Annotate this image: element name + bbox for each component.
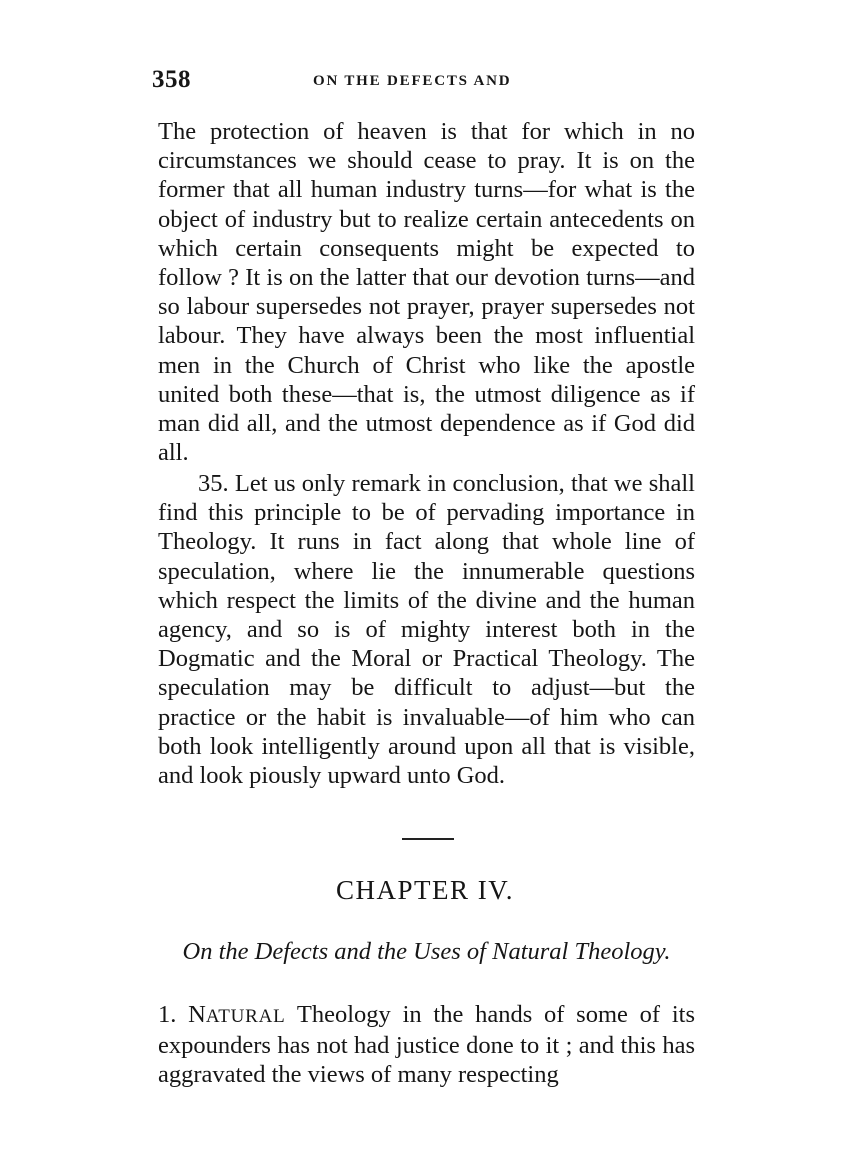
- running-head: ON THE DEFECTS AND: [313, 73, 512, 89]
- paragraph-text: Theology in the hands of some of its expounders has not had justice done to it ; and this has aggravated the views of many respecting: [158, 1001, 695, 1089]
- page-number: 358: [152, 66, 191, 93]
- small-caps-rest: ATURAL: [205, 1006, 286, 1027]
- small-caps-initial: N: [188, 1001, 206, 1028]
- chapter-subtitle: On the Defects and the Uses of Natural Theology.: [182, 938, 671, 965]
- section-divider-rule: [402, 838, 454, 840]
- paragraph-protection-of-heaven: The protection of heaven is that for which in no circumstances we should cease to pray. It is on the former that all human industry turns—for what is the object of industry but to realize certain antecedents on which certain consequents might be expected to follow ? It is on the latter that our devotion turns—and so labour supersedes not prayer, prayer supersedes not labour. They have always been the most influential men in the Church of Christ who like the apostle united both these—that is, the utmost diligence as if man did all, and the utmost dependence as if God did all.: [158, 118, 695, 467]
- chapter-heading: CHAPTER IV.: [335, 875, 515, 905]
- paragraph-35: 35. Let us only remark in conclusion, that we shall find this principle to be of pervading importance in Theology. It runs in fact along that whole line of speculation, where lie the innumerable questions which respect the limits of the divine and the human agency, and so is of mighty interest both in the Dogmatic and the Moral or Practical Theology. The speculation may be difficult to adjust—but the practice or the habit is invaluable—of him who can both look intelligently around upon all that is visible, and look piously upward unto God.: [158, 470, 695, 790]
- paragraph-number: 1.: [158, 1001, 177, 1028]
- paragraph-1-natural-theology: [158, 1000, 695, 1090]
